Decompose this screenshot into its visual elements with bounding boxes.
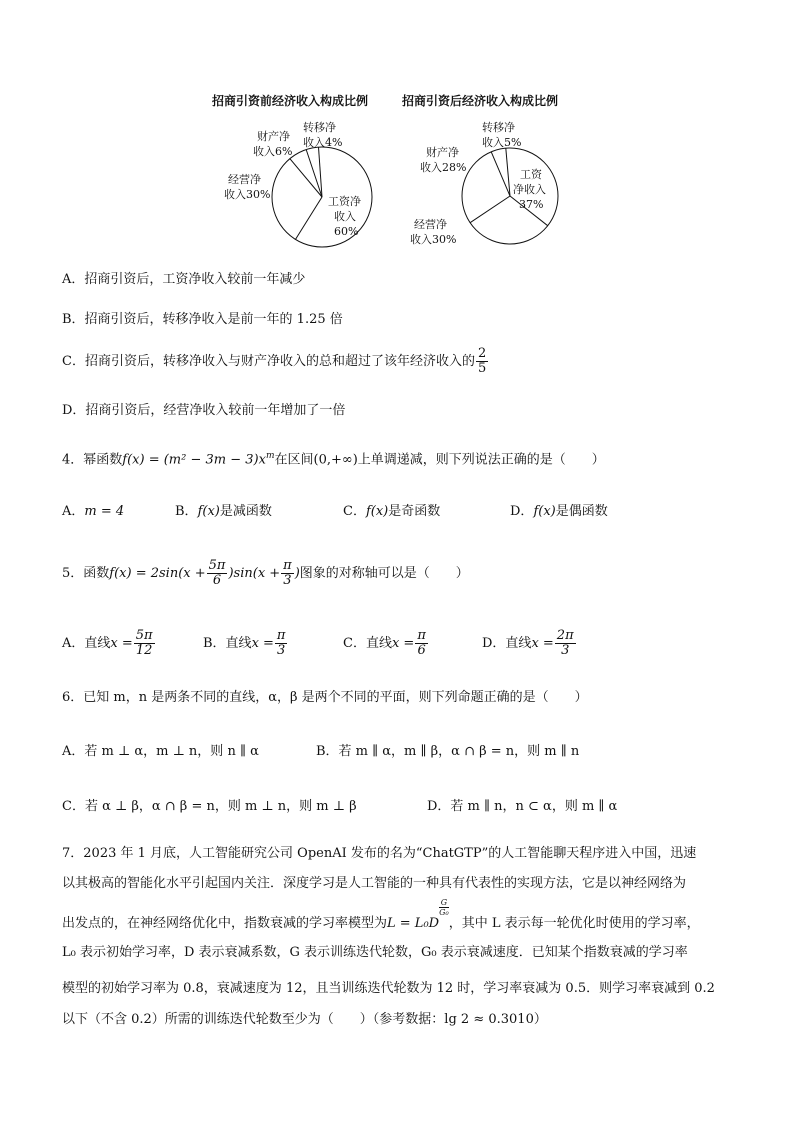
after-label-property-2: 收入28% [420,161,467,174]
q7-line3a: 出发点的，在神经网络优化中，指数衰减的学习率模型为 [62,916,388,931]
q7-line4: L₀ 表示初始学习率，D 表示衰减系数，G 表示训练迭代轮数，G₀ 表示衰减速度．已知某个指数衰减的学习率 [62,945,688,960]
q5-d-lhs: x = [531,636,554,651]
q3-c-den: 5 [477,361,487,376]
q4-stem [62,448,605,468]
q5-stem-math2: )sin(x + [228,566,281,581]
after-label-business-2: 收入30% [410,233,457,246]
after-label-transfer-2: 收入5% [482,136,522,149]
after-label-business-1: 经营净 [414,218,447,231]
q4-stem-exp: m [265,451,275,461]
q4-c-math: f(x) [365,504,389,519]
chart-title-before: 招商引资前经济收入构成比例 [212,94,369,108]
q5-a-num: 5π [135,628,153,643]
q3-option-b: B．招商引资后，转移净收入是前一年的 1.25 倍 [62,312,343,327]
q5-b-lhs: x = [251,636,274,651]
q4-a-label: A． [62,504,85,519]
q5-a-label: A．直线 [62,636,111,651]
q5-c-lhs: x = [391,636,415,651]
q5-c-frac [415,629,428,658]
q5-d-frac [555,629,576,658]
q7-exp-num: G [440,898,448,907]
q7-formula-exponent [439,898,449,917]
before-label-property-1: 财产净 [257,130,290,143]
q4-b-math: f(x) [197,504,220,519]
q5-c-den: 6 [417,643,426,658]
q4-d-label: D． [510,504,534,519]
q5-stem-a: 5．函数 [62,566,110,581]
q4-b-text: 是减函数 [219,504,272,519]
q5-stem-frac2 [281,559,294,588]
before-label-business-1: 经营净 [228,173,261,186]
q4-option-d [510,504,608,520]
q5-d-label: D．直线 [482,636,532,651]
after-label-property-1: 财产净 [426,146,459,159]
before-label-business-2: 收入30% [224,188,271,201]
q5-f2-num: π [283,558,292,573]
q7-line3 [62,898,700,932]
q5-d-num: 2π [556,628,574,643]
q4-stem-c: 上单调递减，则下列说法正确的是（ ） [357,452,605,468]
q7-exp-den: G₀ [439,908,449,917]
q4-option-b [175,504,272,520]
q5-option-d [482,626,577,662]
q6-option-a: A．若 m ⊥ α，m ⊥ n，则 n ∥ α [62,744,259,759]
before-label-wage-1: 工资净 [328,195,361,208]
q3-c-num: 2 [477,346,487,361]
q5-b-num: π [276,628,286,643]
q7-line5: 模型的初始学习率为 0.8，衰减速度为 12，且当训练迭代轮数为 12 时，学习率衰减为 0.5．则学习率衰减到 0.2 [62,981,715,996]
q4-a-math: m = 4 [84,504,125,519]
q4-stem-b: 在区间 [274,452,314,468]
q5-a-frac [134,629,155,658]
q5-a-lhs: x = [110,636,133,651]
q4-stem-fx: f(x) = (m² − 3m − 3)x [122,452,266,468]
q5-option-a [62,626,156,662]
before-label-property-2: 收入6% [253,145,293,158]
before-label-transfer-2: 收入4% [303,136,343,149]
before-label-transfer-1: 转移净 [303,121,336,134]
chart-title-after: 招商引资后经济收入构成比例 [402,94,559,108]
q4-option-a [62,504,124,520]
q4-c-text: 是奇函数 [388,504,441,519]
q7-line1: 7．2023 年 1 月底，人工智能研究公司 OpenAI 发布的名为“ChatGTP”的人工智能聊天程序进入中国，迅速 [62,846,697,861]
q5-d-den: 3 [561,643,570,658]
q3-c-fraction [476,347,488,376]
q5-f1-den: 6 [212,573,222,588]
q5-c-label: C．直线 [343,636,392,651]
q5-option-b [203,626,288,662]
q3-option-c: C．招商引资后，转移净收入与财产净收入的总和超过了该年经济收入的 [62,354,475,369]
q5-f1-num: 5π [208,558,226,573]
before-label-wage-2: 收入 [334,210,356,223]
after-label-wage-3: 37% [519,198,544,211]
q5-b-frac [275,629,288,658]
pie-charts [0,0,794,260]
q5-stem-math3: ) [294,566,300,581]
q5-c-num: π [417,628,426,643]
q6-option-c: C．若 α ⊥ β，α ∩ β = n，则 m ⊥ n，则 m ⊥ β [62,799,357,814]
after-label-wage-1: 工资 [520,168,542,181]
q5-stem-frac1 [207,559,228,588]
q7-formula: L = L₀D [387,916,440,931]
q3-option-d: D．招商引资后，经营净收入较前一年增加了一倍 [62,403,346,418]
q4-option-c [343,504,440,520]
q5-f2-den: 3 [283,573,292,588]
q5-stem-b: 图象的对称轴可以是（ ） [299,566,469,581]
q5-option-c [343,626,429,662]
q4-stem-interval: (0,+∞) [313,452,358,468]
q4-c-label: C． [343,504,366,519]
q7-line3b: ，其中 L 表示每一轮优化时使用的学习率， [448,916,700,931]
q7-line2: 以其极高的智能化水平引起国内关注．深度学习是人工智能的一种具有代表性的实现方法，它是以神经网络为 [62,876,687,891]
q6-option-b: B．若 m ∥ α，m ∥ β，α ∩ β = n，则 m ∥ n [316,744,580,759]
q3-option-c-row [62,344,489,380]
q5-stem-math1: f(x) = 2sin(x + [109,566,206,581]
after-label-transfer-1: 转移净 [482,121,515,134]
q5-b-label: B．直线 [203,636,252,651]
q4-d-text: 是偶函数 [555,504,608,519]
q6-option-d: D．若 m ∥ n，n ⊂ α，则 m ∥ α [427,799,618,814]
q5-b-den: 3 [277,643,286,658]
q7-line6: 以下（不含 0.2）所需的训练迭代轮数至少为（ ）（参考数据：lg 2 ≈ 0.3010） [62,1012,547,1027]
q6-stem: 6．已知 m，n 是两条不同的直线，α，β 是两个不同的平面，则下列命题正确的是（ ） [62,690,588,705]
q3-option-a: A．招商引资后，工资净收入较前一年减少 [62,272,306,287]
q4-d-math: f(x) [533,504,556,519]
before-label-wage-3: 60% [334,225,359,238]
q5-a-den: 12 [135,643,153,658]
after-label-wage-2: 净收入 [513,183,546,196]
q4-stem-a: 4．幂函数 [62,452,123,468]
q4-b-label: B． [175,504,198,519]
q5-stem [62,556,469,592]
